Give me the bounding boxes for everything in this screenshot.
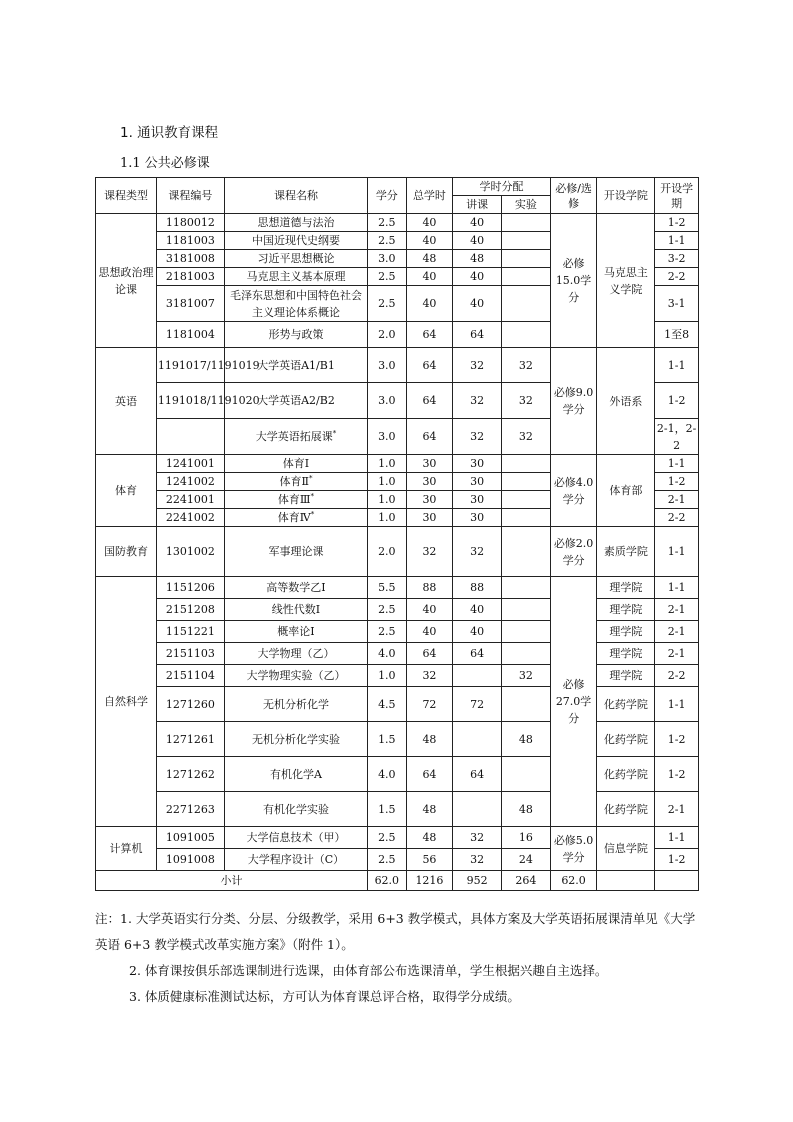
credit-cell: 3.0	[368, 348, 407, 383]
credit-cell: 1.0	[368, 455, 407, 473]
course-code: 1180012	[156, 214, 224, 232]
requirement-cell: 必修15.0学分	[550, 214, 597, 348]
table-row	[96, 455, 699, 473]
course-name	[224, 722, 367, 757]
lab-cell	[502, 232, 551, 250]
school-cell: 化药学院	[597, 722, 655, 757]
course-name-text: 大学英语A2/B2	[257, 394, 335, 407]
hours-cell: 30	[406, 491, 453, 509]
term-cell: 1-2	[655, 722, 699, 757]
course-name	[224, 419, 367, 455]
lecture-cell: 30	[453, 455, 502, 473]
course-name	[224, 250, 367, 268]
hours-cell: 56	[406, 849, 453, 871]
lecture-cell: 40	[453, 286, 502, 322]
hours-cell: 64	[406, 757, 453, 792]
footnote-mark: *	[310, 492, 315, 501]
course-code: 3181007	[156, 286, 224, 322]
hours-cell: 64	[406, 383, 453, 419]
lecture-cell: 40	[453, 599, 502, 621]
lab-cell	[502, 757, 551, 792]
credit-cell: 2.5	[368, 621, 407, 643]
course-name-text: 大学信息技术（甲）	[246, 831, 346, 844]
lab-cell	[502, 687, 551, 722]
credit-cell: 3.0	[368, 419, 407, 455]
hours-cell: 30	[406, 473, 453, 491]
course-name-text: 中国近现代史纲要	[251, 234, 340, 247]
term-cell: 1至8	[655, 322, 699, 348]
lab-cell	[502, 621, 551, 643]
table-row	[96, 621, 699, 643]
course-name-text: 大学英语A1/B1	[257, 358, 335, 372]
header-school: 开设学院	[597, 178, 655, 214]
lab-cell: 48	[502, 722, 551, 757]
course-name-text: 有机化学实验	[262, 802, 329, 816]
lab-cell	[502, 455, 551, 473]
lab-cell	[502, 214, 551, 232]
table-row	[96, 577, 699, 599]
footnote-mark: *	[308, 474, 313, 483]
credit-cell: 2.5	[368, 849, 407, 871]
lab-cell	[502, 527, 551, 577]
term-cell: 2-1	[655, 792, 699, 827]
hours-cell: 64	[406, 348, 453, 383]
term-cell: 1-1	[655, 577, 699, 599]
lecture-cell: 32	[453, 849, 502, 871]
term-cell: 1-1	[655, 455, 699, 473]
term-cell: 1-1	[655, 348, 699, 383]
course-name	[224, 455, 367, 473]
course-name-text: 体育Ⅱ	[279, 475, 309, 488]
term-cell: 1-2	[655, 849, 699, 871]
footnote-mark: *	[310, 510, 315, 519]
course-name-text: 大学程序设计（C）	[247, 853, 345, 866]
school-cell: 化药学院	[597, 792, 655, 827]
requirement-cell: 必修4.0学分	[550, 455, 597, 527]
lab-cell	[502, 250, 551, 268]
lab-cell: 32	[502, 348, 551, 383]
term-cell: 1-1	[655, 687, 699, 722]
course-name	[224, 322, 367, 348]
credit-cell: 4.5	[368, 687, 407, 722]
subtotal-hours: 1216	[406, 871, 453, 891]
subtotal-req: 62.0	[550, 871, 597, 891]
lecture-cell: 72	[453, 687, 502, 722]
lab-cell	[502, 577, 551, 599]
course-code: 1241002	[156, 473, 224, 491]
hours-cell: 64	[406, 643, 453, 665]
hours-cell: 40	[406, 599, 453, 621]
term-cell: 1-2	[655, 473, 699, 491]
lecture-cell	[453, 722, 502, 757]
course-code: 1181004	[156, 322, 224, 348]
footnote-mark: *	[332, 429, 337, 438]
section-heading: 1. 通识教育课程	[120, 125, 219, 141]
course-code: 1191018/1191020	[156, 383, 224, 419]
course-name-text: 高等数学乙Ⅰ	[266, 581, 326, 594]
note-1: 注：1. 大学英语实行分类、分层、分级教学，采用 6+3 教学模式，具体方案及大学英语拓展课清单见《大学英语 6+3 教学模式改革实施方案》（附件 1）。	[95, 911, 696, 952]
term-cell: 1-1	[655, 232, 699, 250]
header-code: 课程编号	[156, 178, 224, 214]
credit-cell: 1.0	[368, 665, 407, 687]
school-cell: 信息学院	[597, 827, 655, 871]
category-cell: 英语	[96, 348, 157, 455]
school-cell: 理学院	[597, 621, 655, 643]
table-row	[96, 599, 699, 621]
note-2: 2. 体育课按俱乐部选课制进行选课，由体育部公布选课清单，学生根据兴趣自主选择。	[129, 963, 608, 978]
term-cell: 1-2	[655, 757, 699, 792]
course-code: 2151208	[156, 599, 224, 621]
lab-cell	[502, 491, 551, 509]
header-lab: 实验	[502, 196, 551, 214]
course-name	[224, 214, 367, 232]
course-code: 1091008	[156, 849, 224, 871]
school-cell: 外语系	[597, 348, 655, 455]
category-cell: 自然科学	[96, 577, 157, 827]
lecture-cell: 40	[453, 232, 502, 250]
term-cell: 2-2	[655, 509, 699, 527]
lecture-cell: 64	[453, 643, 502, 665]
course-name-text: 毛泽东思想和中国特色社会主义理论体系概论	[229, 288, 362, 319]
header-hours: 总学时	[406, 178, 453, 214]
table-row	[96, 527, 699, 577]
subtotal-credit: 62.0	[368, 871, 407, 891]
course-name	[224, 643, 367, 665]
course-code: 1271261	[156, 722, 224, 757]
credit-cell: 2.5	[368, 214, 407, 232]
course-name	[224, 849, 367, 871]
hours-cell: 32	[406, 665, 453, 687]
lab-cell: 32	[502, 419, 551, 455]
course-name-text: 大学物理实验（乙）	[246, 669, 346, 682]
hours-cell: 48	[406, 250, 453, 268]
header-req: 必修/选修	[550, 178, 597, 214]
lab-cell: 24	[502, 849, 551, 871]
hours-cell: 40	[406, 621, 453, 643]
lab-cell	[502, 599, 551, 621]
school-cell: 体育部	[597, 455, 655, 527]
course-name-text: 无机分析化学	[262, 697, 329, 711]
course-name-text: 习近平思想概论	[257, 252, 335, 265]
credit-cell: 2.5	[368, 268, 407, 286]
school-cell: 化药学院	[597, 757, 655, 792]
table-row	[96, 722, 699, 757]
header-lecture: 讲课	[453, 196, 502, 214]
lab-cell	[502, 643, 551, 665]
lab-cell	[502, 322, 551, 348]
term-cell: 2-2	[655, 268, 699, 286]
credit-cell: 3.0	[368, 250, 407, 268]
school-cell: 理学院	[597, 599, 655, 621]
table-row	[96, 665, 699, 687]
lab-cell: 32	[502, 383, 551, 419]
course-name-text: 体育Ⅲ	[277, 493, 311, 506]
table-row	[96, 687, 699, 722]
credit-cell: 1.5	[368, 722, 407, 757]
lecture-cell: 40	[453, 621, 502, 643]
hours-cell: 48	[406, 827, 453, 849]
subtotal-lab: 264	[502, 871, 551, 891]
credit-cell: 1.0	[368, 491, 407, 509]
lecture-cell: 32	[453, 527, 502, 577]
hours-cell: 64	[406, 322, 453, 348]
hours-cell: 40	[406, 286, 453, 322]
course-code: 1191017/1191019	[156, 348, 224, 383]
hours-cell: 88	[406, 577, 453, 599]
course-code: 3181008	[156, 250, 224, 268]
hours-cell: 40	[406, 268, 453, 286]
course-name-text: 大学英语拓展课	[255, 430, 333, 443]
table-row	[96, 348, 699, 383]
term-cell: 2-1	[655, 491, 699, 509]
lab-cell	[502, 268, 551, 286]
school-cell: 化药学院	[597, 687, 655, 722]
course-code: 2151103	[156, 643, 224, 665]
course-table	[95, 177, 699, 891]
hours-cell: 48	[406, 722, 453, 757]
course-name-text: 思想道德与法治	[257, 216, 335, 229]
course-code: 1271262	[156, 757, 224, 792]
credit-cell: 2.5	[368, 286, 407, 322]
course-code: 1301002	[156, 527, 224, 577]
course-code: 1151206	[156, 577, 224, 599]
course-name-text: 军事理论课	[268, 545, 324, 558]
subsection-heading: 1.1 公共必修课	[120, 156, 210, 171]
course-name-text: 有机化学A	[269, 767, 322, 781]
hours-cell: 40	[406, 214, 453, 232]
lecture-cell: 40	[453, 268, 502, 286]
lecture-cell: 32	[453, 348, 502, 383]
header-distribution: 学时分配	[453, 178, 550, 196]
course-name-text: 大学物理（乙）	[257, 647, 335, 660]
course-name-text: 体育Ⅳ	[277, 511, 311, 524]
note-3: 3. 体质健康标准测试达标，方可认为体育课总评合格，取得学分成绩。	[129, 989, 520, 1004]
requirement-cell: 必修2.0学分	[550, 527, 597, 577]
hours-cell: 64	[406, 419, 453, 455]
course-name-text: 体育Ⅰ	[282, 457, 310, 470]
term-cell: 1-2	[655, 214, 699, 232]
lecture-cell	[453, 792, 502, 827]
course-name	[224, 268, 367, 286]
header-term: 开设学期	[655, 178, 699, 214]
school-cell: 素质学院	[597, 527, 655, 577]
course-code: 1271260	[156, 687, 224, 722]
course-code: 1151221	[156, 621, 224, 643]
credit-cell: 2.0	[368, 527, 407, 577]
course-name	[224, 757, 367, 792]
course-name	[224, 599, 367, 621]
lecture-cell: 88	[453, 577, 502, 599]
table-row	[96, 827, 699, 849]
course-code: 1091005	[156, 827, 224, 849]
category-cell: 思想政治理论课	[96, 214, 157, 348]
subtotal-label: 小计	[96, 871, 368, 891]
lecture-cell: 32	[453, 419, 502, 455]
credit-cell: 2.5	[368, 599, 407, 621]
course-name-text: 线性代数Ⅰ	[271, 603, 321, 616]
term-cell: 2-1	[655, 599, 699, 621]
school-cell: 理学院	[597, 665, 655, 687]
table-row	[96, 757, 699, 792]
header-name: 课程名称	[224, 178, 367, 214]
subtotal-row	[96, 871, 699, 891]
course-name	[224, 792, 367, 827]
lecture-cell: 48	[453, 250, 502, 268]
table-row	[96, 643, 699, 665]
lecture-cell: 32	[453, 383, 502, 419]
credit-cell: 2.5	[368, 827, 407, 849]
course-code: 2241002	[156, 509, 224, 527]
course-name	[224, 232, 367, 250]
hours-cell: 40	[406, 232, 453, 250]
credit-cell: 3.0	[368, 383, 407, 419]
course-name-text: 形势与政策	[268, 328, 324, 341]
course-code: 1181003	[156, 232, 224, 250]
subtotal-school	[597, 871, 655, 891]
subtotal-lecture: 952	[453, 871, 502, 891]
table-row	[96, 792, 699, 827]
course-name-text: 无机分析化学实验	[251, 732, 340, 746]
term-cell: 1-1	[655, 827, 699, 849]
course-name-text: 马克思主义基本原理	[246, 270, 346, 283]
course-name	[224, 827, 367, 849]
lab-cell	[502, 286, 551, 322]
category-cell: 体育	[96, 455, 157, 527]
table-row	[96, 214, 699, 232]
requirement-cell: 必修9.0学分	[550, 348, 597, 455]
credit-cell: 2.5	[368, 232, 407, 250]
lab-cell	[502, 473, 551, 491]
course-code	[156, 419, 224, 455]
lecture-cell: 30	[453, 473, 502, 491]
hours-cell: 72	[406, 687, 453, 722]
lecture-cell	[453, 665, 502, 687]
course-name	[224, 473, 367, 491]
term-cell: 3-2	[655, 250, 699, 268]
category-cell: 国防教育	[96, 527, 157, 577]
term-cell: 2-1	[655, 643, 699, 665]
school-cell: 马克思主义学院	[597, 214, 655, 348]
lecture-cell: 30	[453, 509, 502, 527]
notes	[95, 906, 701, 1010]
lecture-cell: 40	[453, 214, 502, 232]
requirement-cell: 必修27.0学分	[550, 577, 597, 827]
term-cell: 1-2	[655, 383, 699, 419]
course-name	[224, 509, 367, 527]
course-code: 2271263	[156, 792, 224, 827]
hours-cell: 48	[406, 792, 453, 827]
course-name	[224, 687, 367, 722]
course-code: 2181003	[156, 268, 224, 286]
credit-cell: 2.0	[368, 322, 407, 348]
term-cell: 3-1	[655, 286, 699, 322]
course-name	[224, 286, 367, 322]
lab-cell: 32	[502, 665, 551, 687]
hours-cell: 30	[406, 455, 453, 473]
category-cell: 计算机	[96, 827, 157, 871]
credit-cell: 4.0	[368, 643, 407, 665]
lecture-cell: 64	[453, 322, 502, 348]
hours-cell: 30	[406, 509, 453, 527]
lecture-cell: 30	[453, 491, 502, 509]
lecture-cell: 32	[453, 827, 502, 849]
course-name	[224, 491, 367, 509]
course-code: 1241001	[156, 455, 224, 473]
credit-cell: 1.5	[368, 792, 407, 827]
term-cell: 1-1	[655, 527, 699, 577]
course-code: 2241001	[156, 491, 224, 509]
term-cell: 2-1，2-2	[655, 419, 699, 455]
lab-cell: 16	[502, 827, 551, 849]
course-name	[224, 577, 367, 599]
subtotal-term	[655, 871, 699, 891]
credit-cell: 5.5	[368, 577, 407, 599]
course-code: 2151104	[156, 665, 224, 687]
lecture-cell: 64	[453, 757, 502, 792]
lab-cell	[502, 509, 551, 527]
term-cell: 2-1	[655, 621, 699, 643]
hours-cell: 32	[406, 527, 453, 577]
requirement-cell: 必修5.0学分	[550, 827, 597, 871]
school-cell: 理学院	[597, 643, 655, 665]
header-category: 课程类型	[96, 178, 157, 214]
credit-cell: 1.0	[368, 473, 407, 491]
course-name	[224, 527, 367, 577]
course-name	[224, 665, 367, 687]
course-name-text: 概率论Ⅰ	[277, 625, 315, 638]
lab-cell: 48	[502, 792, 551, 827]
term-cell: 2-2	[655, 665, 699, 687]
header-credit: 学分	[368, 178, 407, 214]
credit-cell: 1.0	[368, 509, 407, 527]
credit-cell: 4.0	[368, 757, 407, 792]
school-cell: 理学院	[597, 577, 655, 599]
course-name	[224, 621, 367, 643]
